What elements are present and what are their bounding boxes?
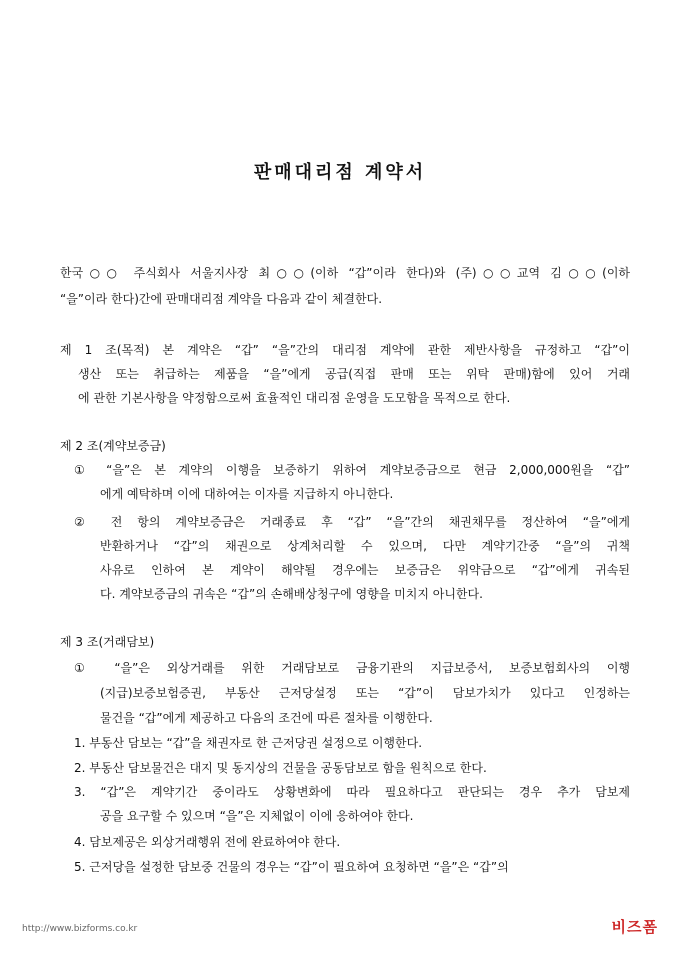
document-title: 판매대리점 계약서 <box>253 162 427 183</box>
article-1-line: 제 1 조(목적) 본 계약은 “갑” “을”간의 대리점 계약에 관한 제반사항을 규정하고 “갑”이 <box>60 343 630 357</box>
footer-url-link[interactable]: http://www.bizforms.co.kr <box>22 924 138 934</box>
article-2-para-2-line: ② 전 항의 계약보증금은 거래종료 후 “갑” “을”간의 채권채무를 정산하여 “을”에게 <box>74 515 630 529</box>
article-3-para-1-line: (지급)보증보험증권, 부동산 근저당설정 또는 “갑”이 담보가치가 있다고 인정하는 <box>100 686 630 700</box>
article-2-para-1-line: 에게 예탁하며 이에 대하여는 이자를 지급하지 아니한다. <box>100 487 394 501</box>
article-3-list-item: 5. 근저당을 설정한 담보중 건물의 경우는 “갑”이 필요하여 요청하면 “을”은 “갑”의 <box>74 860 509 874</box>
article-2-heading: 제 2 조(계약보증금) <box>60 439 166 453</box>
article-2-para-2-line: 반환하거나 “갑”의 채권으로 상계처리할 수 있으며, 다만 계약기간중 “을”의 귀책 <box>100 539 630 553</box>
bizforms-logo: 비즈폼 <box>611 918 658 936</box>
intro-line: “을”이라 한다)간에 판매대리점 계약을 다음과 같이 체결한다. <box>60 292 383 306</box>
article-2-para-2-line: 다. 계약보증금의 귀속은 “갑”의 손해배상청구에 영향을 미치지 아니한다. <box>100 587 483 601</box>
article-1-line: 에 관한 기본사항을 약정함으로써 효율적인 대리점 운영을 도모함을 목적으로 한다. <box>78 391 511 405</box>
article-2-para-2-line: 사유로 인하여 본 계약이 해약될 경우에는 보증금은 위약금으로 “갑”에게 귀속된 <box>100 563 630 577</box>
article-3-list-item-continuation: 공을 요구할 수 있으며 “을”은 지체없이 이에 응하여야 한다. <box>100 809 414 823</box>
article-1-line: 생산 또는 취급하는 제품을 “을”에게 공급(직접 판매 또는 위탁 판매)함에 있어 거래 <box>78 367 630 381</box>
article-3-list-item: 4. 담보제공은 외상거래행위 전에 완료하여야 한다. <box>74 835 341 849</box>
article-3-list-item: 3. “갑”은 계약기간 중이라도 상황변화에 따라 필요하다고 판단되는 경우 추가 담보제 <box>74 785 630 799</box>
intro-line: 한국○○ 주식회사 서울지사장 최○○(이하 “갑”이라 한다)와 (주)○○교역 김○○(이하 <box>60 266 630 280</box>
article-3-list-item: 1. 부동산 담보는 “갑”을 채권자로 한 근저당권 설정으로 이행한다. <box>74 736 423 750</box>
article-3-list-item: 2. 부동산 담보물건은 대지 및 동지상의 건물을 공동담보로 함을 원칙으로 한다. <box>74 761 487 775</box>
article-3-para-1-line: 물건을 “갑”에게 제공하고 다음의 조건에 따른 절차를 이행한다. <box>100 711 433 725</box>
article-3-para-1-line: ① “을”은 외상거래를 위한 거래담보로 금융기관의 지급보증서, 보증보험회사의 이행 <box>74 661 630 675</box>
article-3-heading: 제 3 조(거래담보) <box>60 635 155 649</box>
article-2-para-1-line: ① “을”은 본 계약의 이행을 보증하기 위하여 계약보증금으로 현금 2,000,000원을 “갑” <box>74 463 630 477</box>
